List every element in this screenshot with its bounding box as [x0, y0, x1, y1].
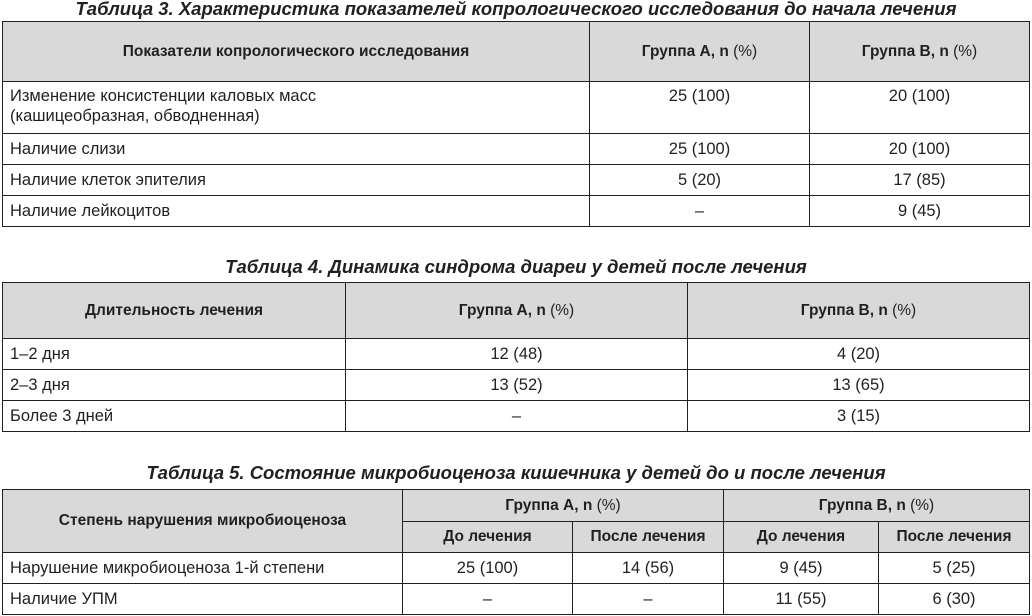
table5-header-b-before: До лечения — [724, 522, 879, 553]
cell-group-a: – — [346, 401, 688, 432]
table3-header-group-a: Группа А, n (%) — [590, 22, 810, 82]
cell-group-a: – — [590, 196, 810, 227]
cell-group-a: 5 (20) — [590, 165, 810, 196]
table5-caption: Таблица 5. Состояние микробиоценоза кишечника у детей до и после лечения — [146, 462, 886, 483]
table-row — [3, 553, 1030, 584]
table5-header-group-b: Группа В, n (%) — [724, 490, 1030, 522]
cell-b-before: 9 (45) — [724, 553, 879, 584]
row-label: 2–3 дня — [3, 370, 346, 401]
cell-group-b: 20 (100) — [810, 134, 1030, 165]
row-label: Более 3 дней — [3, 401, 346, 432]
cell-group-b: 17 (85) — [810, 165, 1030, 196]
cell-group-a: 12 (48) — [346, 339, 688, 370]
table3-header-group-b: Группа В, n (%) — [810, 22, 1030, 82]
table5 — [2, 489, 1030, 615]
row-label: Нарушение микробиоценоза 1-й степени — [3, 553, 403, 584]
cell-group-b: 20 (100) — [810, 82, 1030, 134]
table5-header-a-after: После лечения — [573, 522, 724, 553]
table5-header-a-before: До лечения — [403, 522, 573, 553]
cell-group-b: 13 (65) — [688, 370, 1030, 401]
cell-b-before: 11 (55) — [724, 584, 879, 615]
table4-caption: Таблица 4. Динамика синдрома диареи у детей после лечения — [225, 256, 807, 277]
table-row — [3, 401, 1030, 432]
row-label: Наличие УПМ — [3, 584, 403, 615]
row-label: Наличие лейкоцитов — [3, 196, 590, 227]
row-label: Наличие слизи — [3, 134, 590, 165]
table4-header-group-b: Группа В, n (%) — [688, 283, 1030, 339]
table5-header-param: Степень нарушения микробиоценоза — [3, 490, 403, 553]
row-label: 1–2 дня — [3, 339, 346, 370]
cell-a-after: 14 (56) — [573, 553, 724, 584]
table5-header-b-after: После лечения — [879, 522, 1030, 553]
cell-group-a: 13 (52) — [346, 370, 688, 401]
table3 — [2, 21, 1030, 227]
cell-group-a: 25 (100) — [590, 82, 810, 134]
cell-a-before: – — [403, 584, 573, 615]
table4 — [2, 282, 1030, 432]
table-row — [3, 339, 1030, 370]
cell-b-after: 5 (25) — [879, 553, 1030, 584]
cell-group-b: 4 (20) — [688, 339, 1030, 370]
table4-header-group-a: Группа А, n (%) — [346, 283, 688, 339]
table3-header-param: Показатели копрологического исследования — [3, 22, 590, 82]
table-row — [3, 134, 1030, 165]
cell-b-after: 6 (30) — [879, 584, 1030, 615]
table-row — [3, 196, 1030, 227]
table3-caption: Таблица 3. Характеристика показателей копрологического исследования до начала лечения — [75, 0, 957, 19]
cell-group-b: 3 (15) — [688, 401, 1030, 432]
table-row — [3, 165, 1030, 196]
cell-a-after: – — [573, 584, 724, 615]
table-row — [3, 584, 1030, 615]
row-label: Изменение консистенции каловых масс (кашицеобразная, обводненная) — [3, 82, 590, 134]
table4-header-param: Длительность лечения — [3, 283, 346, 339]
row-label: Наличие клеток эпителия — [3, 165, 590, 196]
table-row — [3, 82, 1030, 134]
table-row — [3, 370, 1030, 401]
cell-group-a: 25 (100) — [590, 134, 810, 165]
cell-a-before: 25 (100) — [403, 553, 573, 584]
table5-header-group-a: Группа А, n (%) — [403, 490, 724, 522]
cell-group-b: 9 (45) — [810, 196, 1030, 227]
